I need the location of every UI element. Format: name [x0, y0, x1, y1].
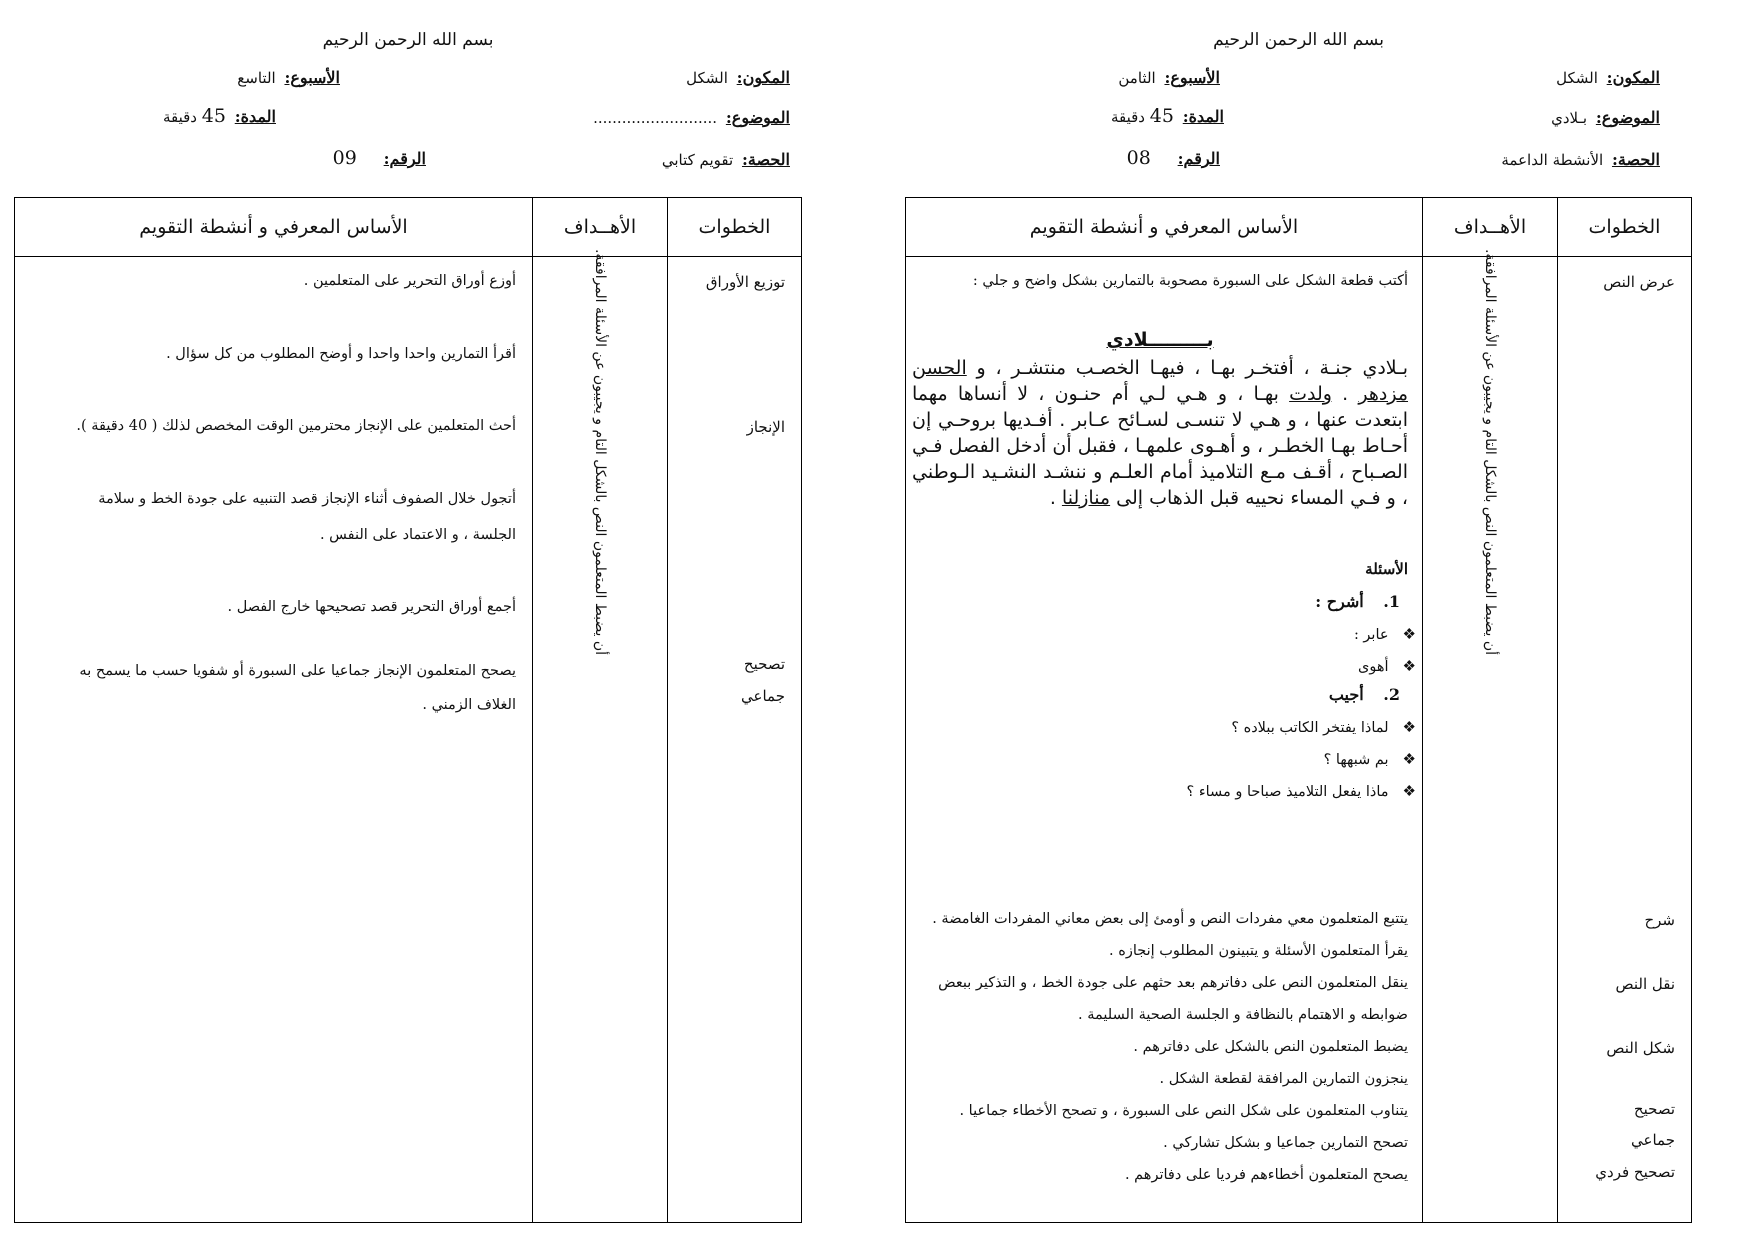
- number-field: [1127, 147, 1220, 169]
- week-key: الأسبوع:: [284, 68, 340, 87]
- questions-title: الأسئلة: [1365, 560, 1408, 578]
- activities-cell: [15, 257, 533, 1223]
- number-key: الرقم:: [1177, 149, 1220, 168]
- activity-line: يتناوب المتعلمون على شكل النص على السبورة ، و تصحح الأخطاء جماعيا .: [959, 1103, 1408, 1119]
- bismillah-header: بسم الله الرحمن الرحيم: [322, 30, 494, 50]
- step-label: عرض النص: [1603, 273, 1675, 291]
- question-text: أشرح :: [1315, 592, 1364, 611]
- activity-line: ينجزون التمارين المرافقة لقطعة الشكل .: [1159, 1071, 1408, 1087]
- duration-unit: دقيقة: [162, 108, 197, 126]
- passage-underlined: منازلنا: [1061, 487, 1111, 509]
- question-item-text: بم شبهها ؟: [1323, 752, 1389, 768]
- session-key: الحصة:: [1611, 150, 1660, 169]
- step-label: جماعي: [741, 687, 785, 705]
- component-key: المكون:: [1606, 68, 1660, 87]
- question-item: [1231, 718, 1416, 736]
- component-field: [686, 68, 790, 87]
- lesson-plan-table: [905, 197, 1692, 1223]
- question-number: 2.: [1383, 685, 1400, 704]
- lesson-sheet-09: [14, 0, 802, 1240]
- activity-line: يصحح المتعلمون أخطاءهم فرديا على دفاترهم .: [1124, 1167, 1408, 1183]
- session-key: الحصة:: [741, 150, 790, 169]
- question-item-text: لماذا يفتخر الكاتب ببلاده ؟: [1231, 720, 1389, 736]
- intro-line: أكتب قطعة الشكل على السبورة مصحوبة بالتمارين بشكل واضح و جلي :: [972, 273, 1408, 289]
- passage-segment: بـلادي جنـة ، أفتخـر بهـا ، فيهـا الخصـب منتشـر ، و: [966, 357, 1408, 379]
- diamond-bullet-icon: ❖: [1402, 750, 1416, 768]
- number-value: 08: [1126, 147, 1151, 169]
- activity-line: يصحح المتعلمون الإنجاز جماعيا على السبورة أو شفويا حسب ما يسمح به: [79, 663, 516, 679]
- component-key: المكون:: [736, 68, 790, 87]
- session-value: تقويم كتابي: [661, 151, 734, 169]
- step-label: جماعي: [1631, 1131, 1675, 1149]
- goal-text: أن يضبط المتعلمون النص بالشكل التام و يجيبون عن الأسئلة المرافقة.: [592, 248, 608, 655]
- activity-line: أتجول خلال الصفوف أثناء الإنجاز قصد التنبيه على جودة الخط و سلامة: [98, 491, 516, 507]
- activity-line: أقرأ التمارين واحدا واحدا و أوضح المطلوب من كل سؤال .: [166, 346, 516, 362]
- session-field: [662, 150, 790, 169]
- diamond-bullet-icon: ❖: [1402, 718, 1416, 736]
- header-goals: الأهــداف: [533, 198, 668, 257]
- topic-field: [593, 108, 790, 127]
- number-field: [333, 147, 426, 169]
- step-label: شكل النص: [1606, 1039, 1675, 1057]
- week-field: [1118, 68, 1220, 87]
- bismillah-header: بسم الله الرحمن الرحيم: [1213, 30, 1384, 50]
- steps-cell: [668, 257, 802, 1223]
- step-label: توزيع الأوراق: [705, 273, 785, 291]
- week-key: الأسبوع:: [1164, 68, 1220, 87]
- header-content: الأساس المعرفي و أنشطة التقويم: [906, 198, 1423, 257]
- passage-text: [912, 355, 1408, 511]
- activities-cell: [906, 257, 1423, 1223]
- number-key: الرقم:: [383, 149, 426, 168]
- question-1: [1315, 592, 1400, 611]
- duration-unit: دقيقة: [1110, 108, 1145, 126]
- passage-segment: .: [1049, 487, 1062, 509]
- header-content: الأساس المعرفي و أنشطة التقويم: [15, 198, 533, 257]
- question-item: [1187, 782, 1416, 800]
- steps-cell: [1558, 257, 1692, 1223]
- step-label: الإنجاز: [746, 418, 785, 436]
- header-steps: الخطوات: [668, 198, 802, 257]
- activity-line: ينقل المتعلمون النص على دفاترهم بعد حثهم على جودة الخط ، و التذكير ببعض: [938, 975, 1408, 991]
- number-value: 09: [332, 147, 357, 169]
- session-value: الأنشطة الداعمة: [1501, 151, 1604, 169]
- diamond-bullet-icon: ❖: [1402, 625, 1416, 643]
- goals-cell: [1423, 248, 1558, 1223]
- passage-segment: بهـا ، و هـي لـي أم حنـون ، لا أنساها مهما ابتعدت عنها ، و هـي لا تنسـى لسـائح عـابر . أفـديها بروحـي إن أحـاط بهـا الخطـر ، و أهـوى علمهـا ، فقبل أن أدخل الفصل فـي الصـباح ، أقـف مـع التلاميذ أمام العلـم و ننشـد النشـيد الـوطني ، و فـي المساء نحييه قبل الذهاب إلى: [912, 383, 1408, 509]
- passage-title: بـــــــــلادي: [1106, 329, 1214, 351]
- activity-line: الغلاف الزمني .: [422, 697, 516, 713]
- step-label: تصحيح: [1633, 1100, 1675, 1118]
- component-value: الشكل: [1556, 69, 1598, 87]
- header-goals: الأهــداف: [1423, 198, 1558, 257]
- question-number: 1.: [1383, 592, 1400, 611]
- goals-cell: [533, 248, 668, 1223]
- activity-line: الجلسة ، و الاعتماد على النفس .: [319, 527, 516, 543]
- week-field: [237, 68, 340, 87]
- question-item-text: أهوى: [1358, 659, 1389, 675]
- question-text: أجيب: [1328, 685, 1364, 704]
- topic-key: الموضوع:: [1595, 108, 1660, 127]
- duration-key: المدة:: [1182, 107, 1224, 126]
- duration-number: 45: [201, 105, 226, 127]
- activity-line: أجمع أوراق التحرير قصد تصحيحها خارج الفصل .: [227, 599, 516, 615]
- question-item: [1358, 657, 1416, 675]
- question-item: [1354, 625, 1416, 643]
- lesson-plan-table: [14, 197, 802, 1223]
- step-label: تصحيح: [743, 655, 785, 673]
- activity-line: يضبط المتعلمون النص بالشكل على دفاترهم .: [1133, 1039, 1408, 1055]
- topic-field: [1551, 108, 1660, 127]
- question-item-text: عابر :: [1353, 627, 1389, 643]
- duration-field: [1111, 105, 1224, 127]
- topic-value: ..........................: [593, 109, 718, 127]
- passage-underlined: ولدت: [1289, 383, 1332, 405]
- topic-key: الموضوع:: [725, 108, 790, 127]
- duration-number: 45: [1149, 105, 1174, 127]
- diamond-bullet-icon: ❖: [1402, 657, 1416, 675]
- question-item: [1324, 750, 1416, 768]
- step-label: نقل النص: [1615, 975, 1675, 993]
- passage-underlined: الحسن مزدهر: [912, 357, 1409, 405]
- goal-text: أن يضبط المتعلمون النص بالشكل التام و يجيبون عن الأسئلة المرافقة.: [1482, 248, 1498, 655]
- week-value: الثامن: [1118, 69, 1156, 87]
- diamond-bullet-icon: ❖: [1402, 782, 1416, 800]
- header-steps: الخطوات: [1558, 198, 1692, 257]
- lesson-sheet-08: [905, 0, 1692, 1240]
- activity-line: أوزع أوراق التحرير على المتعلمين .: [303, 273, 516, 289]
- passage-segment: .: [1331, 383, 1359, 405]
- activity-line: يقرأ المتعلمون الأسئلة و يتبينون المطلوب إنجازه .: [1109, 943, 1408, 959]
- session-field: [1501, 150, 1660, 169]
- topic-value: بـلادي: [1551, 109, 1588, 127]
- activity-line: ضوابطه و الاهتمام بالنظافة و الجلسة الصحية السليمة .: [1078, 1007, 1408, 1023]
- week-value: التاسع: [237, 69, 276, 87]
- component-value: الشكل: [686, 69, 728, 87]
- activity-line: يتتبع المتعلمون معي مفردات النص و أومئ إلى بعض معاني المفردات الغامضة .: [932, 911, 1408, 927]
- component-field: [1556, 68, 1660, 87]
- activity-line: تصحح التمارين جماعيا و بشكل تشاركي .: [1163, 1135, 1408, 1151]
- question-2: [1329, 685, 1400, 704]
- duration-field: [163, 105, 276, 127]
- question-item-text: ماذا يفعل التلاميذ صباحا و مساء ؟: [1186, 784, 1389, 800]
- activity-line: أحث المتعلمين على الإنجاز محترمين الوقت المخصص لذلك ( 40 دقيقة ).: [76, 418, 516, 434]
- duration-key: المدة:: [234, 107, 276, 126]
- step-label: شرح: [1644, 911, 1675, 929]
- step-label: تصحيح فردي: [1595, 1163, 1675, 1181]
